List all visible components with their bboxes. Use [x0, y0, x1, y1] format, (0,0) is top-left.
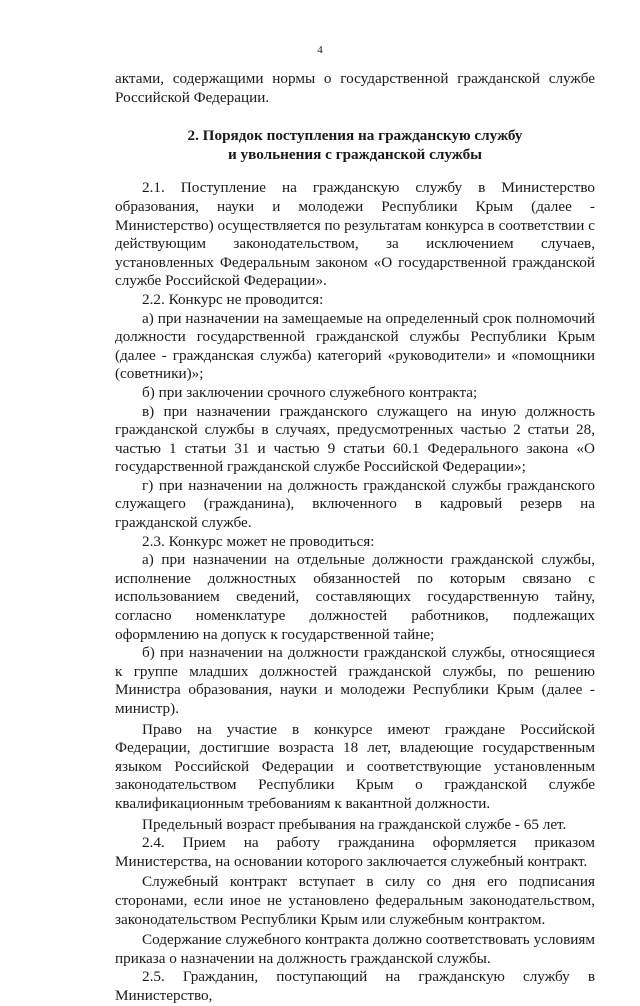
paragraph-2-1: 2.1. Поступление на гражданскую службу в Министерство образования, науки и молодежи Республики Крым (далее - Министерство) осуществляется по результатам конкурса в соответствии с действующим законодательством, за исключением случаев, установленных Федеральным законом «О государственной гражданской службе Российской Федерации».	[115, 179, 595, 290]
paragraph-2-2-g: г) при назначении на должность гражданской службы гражданского служащего (гражданина), включенного в кадровый резерв на гражданской службе.	[115, 476, 595, 532]
paragraph-2-2: 2.2. Конкурс не проводится:	[142, 290, 324, 308]
paragraph-contract-effect: Служебный контракт вступает в силу со дня его подписания сторонами, если иное не установлено федеральным законодательством, законодательством Республики Крым или служебным контрактом.	[115, 873, 595, 928]
paragraph-2-2-a: а) при назначении на замещаемые на определенный срок полномочий должности государственной гражданской службы Республики Крым (далее - гражданская служба) категорий «руководители» и «помощники (советники)»;	[115, 309, 595, 383]
paragraph-2-3: 2.3. Конкурс может не проводиться:	[142, 532, 375, 550]
paragraph-2-5: 2.5. Гражданин, поступающий на гражданскую службу в Министерство,	[115, 968, 595, 1004]
paragraph-2-2-v: в) при назначении гражданского служащего на иную должность гражданской службы в случаях, предусмотренных частью 2 статьи 28, частью 1 статьи 31 и частью 9 статьи 60.1 Федерального закона «О государственной гражданской службе Российской Федерации»;	[115, 402, 595, 476]
document-body	[115, 70, 595, 1006]
paragraph-contract-content: Содержание служебного контракта должно соответствовать условиям приказа о назначении на должность гражданской службы.	[115, 931, 595, 967]
intro-paragraph: актами, содержащими нормы о государственной гражданской службе Российской Федерации.	[115, 70, 595, 106]
section-heading	[115, 127, 595, 164]
paragraph-participation-right: Право на участие в конкурсе имеют граждане Российской Федерации, достигшие возраста 18 лет, владеющие государственным языком Российской Федерации и соответствующие установленным законодательством Республики Крым о гражданской службе квалификационным требованиям к вакантной должности.	[115, 720, 595, 812]
paragraph-2-2-b: б) при заключении срочного служебного контракта;	[142, 383, 478, 401]
paragraph-2-3-b: б) при назначении на должности гражданской службы, относящиеся к группе младших должностей гражданской службы, по решению Министра образования, науки и молодежи Республики Крым (далее - министр).	[115, 644, 595, 717]
paragraph-age-limit: Предельный возраст пребывания на гражданской службе - 65 лет.	[142, 815, 567, 833]
paragraph-2-3-a: а) при назначении на отдельные должности гражданской службы, исполнение должностных обязанностей по которым связано с использованием сведений, составляющих государственную тайну, согласно номенклатуре должностей работников, подлежащих оформлению на допуск к государственной тайне;	[115, 551, 595, 643]
section-heading-line-2: и увольнения с гражданской службы	[227, 145, 483, 163]
page-number: 4	[317, 44, 323, 56]
section-heading-line-1: 2. Порядок поступления на гражданскую службу	[187, 127, 523, 145]
paragraph-2-4: 2.4. Прием на работу гражданина оформляется приказом Министерства, на основании которого заключается служебный контракт.	[115, 834, 595, 870]
